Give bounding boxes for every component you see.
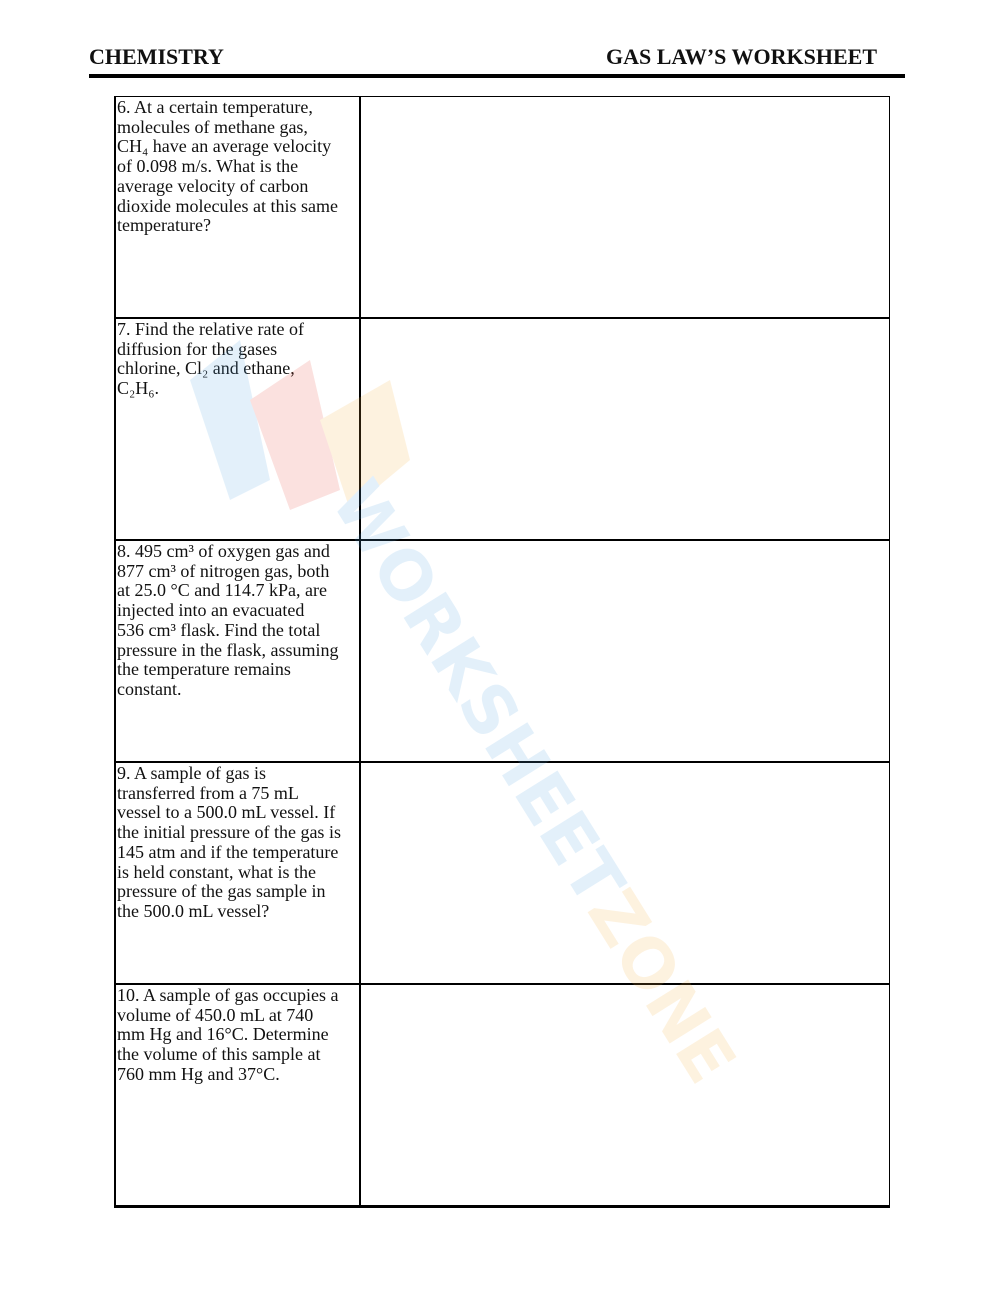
question-row-6 bbox=[114, 96, 890, 318]
question-cell bbox=[115, 985, 361, 1205]
question-row-8 bbox=[114, 540, 890, 762]
question-row-7 bbox=[114, 318, 890, 540]
watermark-text: WORKSHEETZONE bbox=[315, 467, 751, 1098]
worksheet-title: GAS LAW’S WORKSHEET bbox=[605, 44, 877, 69]
question-row-10 bbox=[114, 984, 890, 1206]
question-text: 9. A sample of gas is transferred from a 75 mL vessel to a 500.0 mL vessel. If the initial pressure of the gas is 145 atm and if the temperature is held constant, what is the pressure of the gas sample in the 500.0 mL vessel? bbox=[117, 763, 341, 921]
header-divider bbox=[89, 74, 905, 78]
question-cell bbox=[115, 541, 361, 761]
page-header bbox=[89, 44, 877, 74]
question-text: 8. 495 cm³ of oxygen gas and 877 cm³ of nitrogen gas, both at 25.0 °C and 114.7 kPa, are injected into an evacuated 536 cm³ flask. Find the total pressure in the flask, assuming the temperature remains constant. bbox=[117, 541, 339, 699]
question-text: 10. A sample of gas occupies a volume of 450.0 mL at 740 mm Hg and 16°C. Determine the volume of this sample at 760 mm Hg and 37°C. bbox=[117, 985, 339, 1084]
question-cell bbox=[115, 319, 361, 539]
table-border-left bbox=[114, 96, 116, 1208]
question-text: 6. At a certain temperature, molecules of methane gas, CH₄ have an average velocity of 0.098 m/s. What is the average velocity of carbon dioxide molecules at this same temperature? bbox=[117, 97, 338, 236]
question-cell bbox=[115, 763, 361, 983]
table-border-bottom bbox=[114, 1206, 890, 1208]
answer-cell[interactable] bbox=[363, 97, 889, 317]
subject-title: CHEMISTRY bbox=[89, 44, 224, 69]
question-row-9 bbox=[114, 762, 890, 984]
answer-cell[interactable] bbox=[363, 541, 889, 761]
answer-cell[interactable] bbox=[363, 763, 889, 983]
question-text: 7. Find the relative rate of diffusion for the gases chlorine, Cl₂ and ethane, C₂H₆. bbox=[117, 319, 304, 399]
question-cell bbox=[115, 97, 361, 317]
answer-cell[interactable] bbox=[363, 985, 889, 1205]
answer-cell[interactable] bbox=[363, 319, 889, 539]
worksheet-table bbox=[114, 96, 890, 1208]
